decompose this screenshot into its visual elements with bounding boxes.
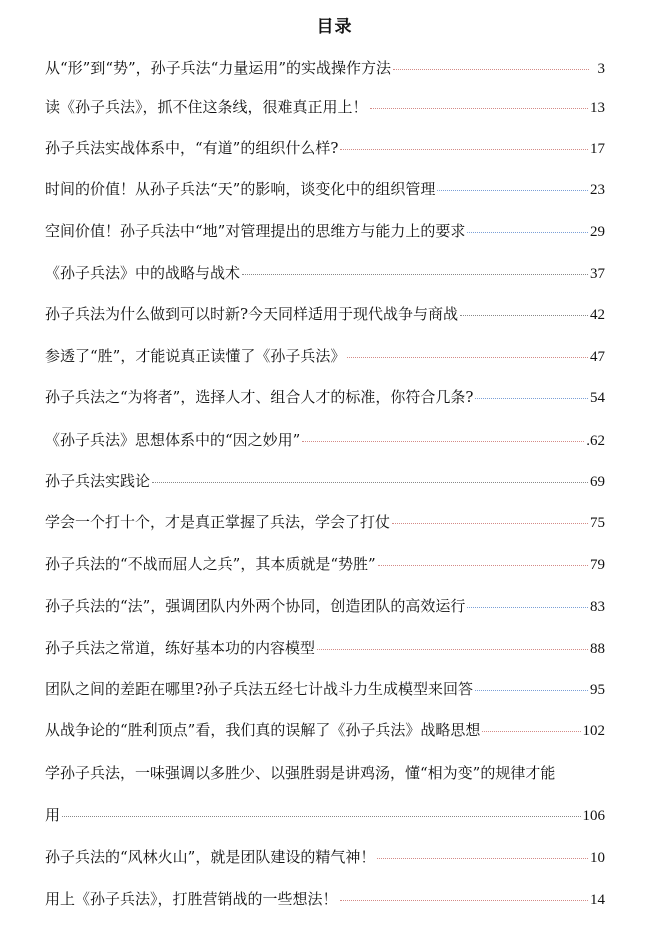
dot-leader bbox=[393, 69, 589, 70]
toc-entry[interactable] bbox=[45, 553, 605, 575]
dot-leader bbox=[482, 731, 580, 732]
toc-entry-text: 《孙子兵法》中的战略与战术 bbox=[45, 264, 241, 282]
toc-page-number: 69 bbox=[590, 474, 605, 490]
toc-page-number: 10 bbox=[590, 850, 605, 866]
dot-leader bbox=[467, 232, 588, 233]
toc-entry-text: 学会一个打十个，才是真正掌握了兵法，学会了打仗 bbox=[45, 513, 391, 531]
dot-leader bbox=[340, 149, 588, 150]
dot-leader bbox=[475, 690, 588, 691]
toc-entry-text-line1[interactable]: 学孙子兵法，一味强调以多胜少、以强胜弱是讲鸡汤，懂“相为变”的规律才能 bbox=[45, 764, 556, 782]
toc-entry[interactable] bbox=[45, 220, 605, 242]
toc-page-number: 95 bbox=[590, 682, 605, 698]
toc-entry-text: 孙子兵法为什么做到可以时新?今天同样适用于现代战争与商战 bbox=[45, 305, 459, 323]
toc-page-number: 23 bbox=[590, 182, 605, 198]
dot-leader bbox=[340, 900, 588, 901]
dot-leader bbox=[467, 607, 588, 608]
toc-page-number: 79 bbox=[590, 557, 605, 573]
toc-entry[interactable] bbox=[45, 303, 605, 325]
toc-entry-text: 时间的价值！从孙子兵法“天”的影响，谈变化中的组织管理 bbox=[45, 180, 436, 198]
toc-entry-text: 孙子兵法之“为将者”，选择人才、组合人才的标准，你符合几条? bbox=[45, 388, 474, 406]
toc-entry[interactable] bbox=[45, 137, 605, 159]
toc-entry[interactable] bbox=[45, 595, 605, 617]
toc-entry[interactable] bbox=[45, 888, 605, 910]
toc-entry[interactable] bbox=[45, 96, 605, 118]
toc-entry-text: 参透了“胜”，才能说真正读懂了《孙子兵法》 bbox=[45, 347, 346, 365]
toc-entry-text: 用上《孙子兵法》，打胜营销战的一些想法！ bbox=[45, 890, 338, 908]
dot-leader bbox=[302, 441, 584, 442]
dot-leader bbox=[378, 565, 588, 566]
toc-page-number: 37 bbox=[590, 266, 605, 282]
dot-leader bbox=[460, 315, 588, 316]
dot-leader bbox=[475, 398, 588, 399]
toc-page-number: 17 bbox=[590, 141, 605, 157]
toc-entry[interactable] bbox=[45, 637, 605, 659]
toc-entry-text-line2: 用 bbox=[45, 806, 61, 824]
toc-page-number: 106 bbox=[582, 808, 605, 824]
toc-title: 目录 bbox=[316, 17, 353, 37]
toc-page-number: .62 bbox=[586, 433, 605, 449]
dot-leader bbox=[242, 274, 588, 275]
dot-leader bbox=[317, 649, 588, 650]
toc-entry-text: 团队之间的差距在哪里?孙子兵法五经七计战斗力生成模型来回答 bbox=[45, 680, 474, 698]
toc-entry[interactable] bbox=[45, 719, 605, 741]
toc-entry-text: 孙子兵法的“不战而屈人之兵”，其本质就是“势胜” bbox=[45, 555, 376, 573]
dot-leader bbox=[152, 482, 588, 483]
toc-page-number: 47 bbox=[590, 349, 605, 365]
toc-page-number: 83 bbox=[590, 599, 605, 615]
toc-page-number: 54 bbox=[590, 390, 605, 406]
toc-entry-text: 读《孙子兵法》，抓不住这条线，很难真正用上！ bbox=[45, 98, 368, 116]
dot-leader bbox=[370, 108, 588, 109]
toc-entry-text: 孙子兵法之常道，练好基本功的内容模型 bbox=[45, 639, 316, 657]
dot-leader bbox=[62, 816, 580, 817]
dot-leader bbox=[437, 190, 588, 191]
toc-entry-text: 从“形”到“势”，孙子兵法“力量运用”的实战操作方法 bbox=[45, 59, 392, 77]
toc-entry-text: 孙子兵法的“法”，强调团队内外两个协同，创造团队的高效运行 bbox=[45, 597, 466, 615]
toc-entry[interactable] bbox=[45, 345, 605, 367]
toc-page-number: 75 bbox=[590, 515, 605, 531]
toc-page-number: 29 bbox=[590, 224, 605, 240]
toc-entry-text: 空间价值！孙子兵法中“地”对管理提出的思维方与能力上的要求 bbox=[45, 222, 466, 240]
toc-entry[interactable] bbox=[45, 678, 605, 700]
toc-entry-text: 《孙子兵法》思想体系中的“因之妙用” bbox=[45, 431, 301, 449]
dot-leader bbox=[392, 523, 588, 524]
toc-entry[interactable] bbox=[45, 470, 605, 492]
toc-entry-text: 孙子兵法实战体系中，“有道”的组织什么样? bbox=[45, 139, 339, 157]
toc-entry[interactable] bbox=[45, 262, 605, 284]
toc-entry-text: 孙子兵法实践论 bbox=[45, 472, 151, 490]
toc-page-number: 3 bbox=[597, 61, 605, 77]
toc-entry[interactable] bbox=[45, 386, 605, 408]
toc-entry-text: 从战争论的“胜利顶点”看，我们真的误解了《孙子兵法》战略思想 bbox=[45, 721, 481, 739]
toc-page-number: 42 bbox=[590, 307, 605, 323]
toc-entry[interactable] bbox=[45, 804, 605, 826]
toc-entry[interactable] bbox=[45, 57, 605, 79]
toc-entry[interactable] bbox=[45, 846, 605, 868]
dot-leader bbox=[347, 357, 588, 358]
toc-entry[interactable] bbox=[45, 511, 605, 533]
toc-entry[interactable] bbox=[45, 429, 605, 451]
toc-page-number: 13 bbox=[590, 100, 605, 116]
toc-entry-text: 孙子兵法的“风林火山”，就是团队建设的精气神！ bbox=[45, 848, 376, 866]
dot-leader bbox=[377, 858, 588, 859]
toc-page-number: 102 bbox=[582, 723, 605, 739]
toc-page-number: 14 bbox=[590, 892, 605, 908]
toc-entry[interactable] bbox=[45, 178, 605, 200]
toc-page-number: 88 bbox=[590, 641, 605, 657]
